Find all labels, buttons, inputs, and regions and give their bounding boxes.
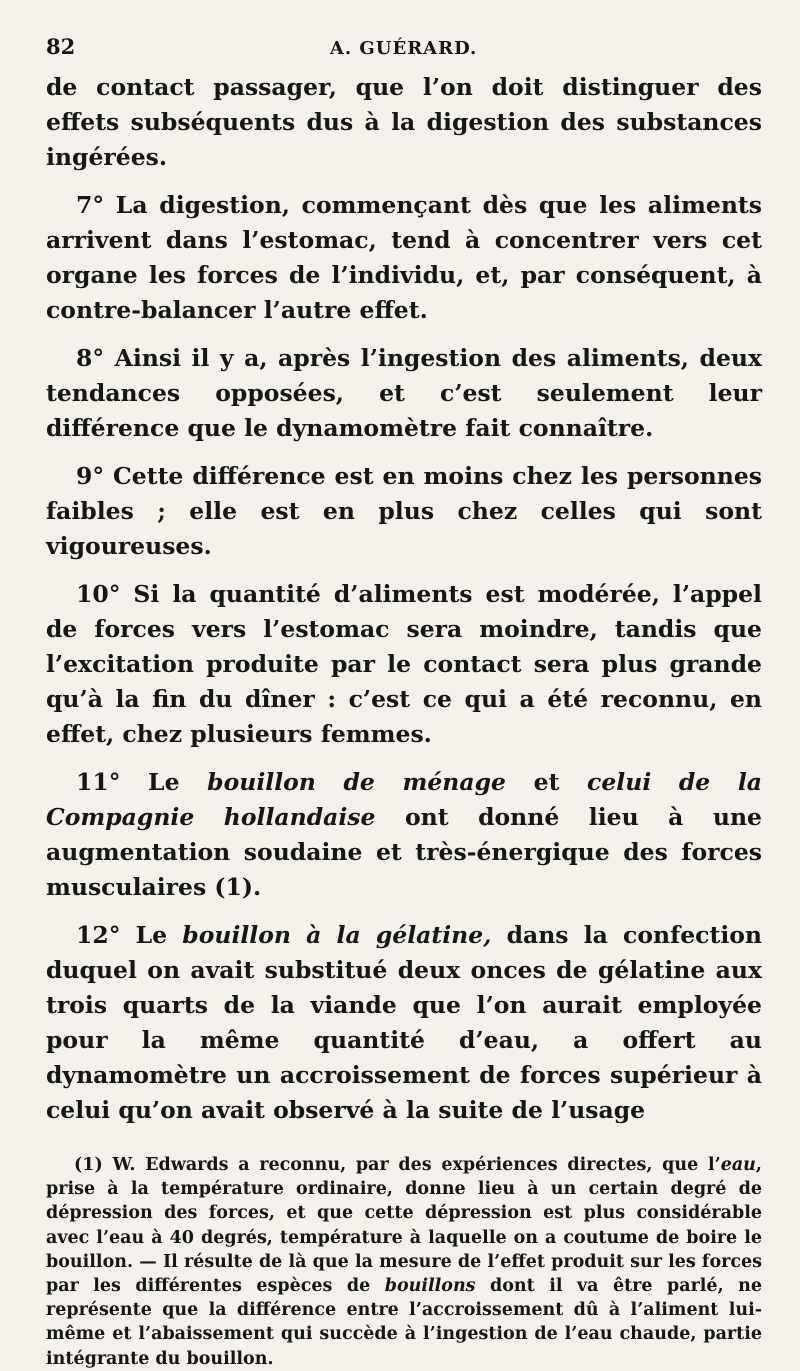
p11-italic-compagnie: celui de la Compagnie hollandaise [46,768,763,831]
p11-text: et [506,768,588,796]
footnote-text: dont il va être parlé, ne représente que la différence entre l’accroissement dû à l’aliment lui-même et l’abaissement qui succède à l’ingestion de l’eau chaude, partie intégrante du bouillon. [46,1276,762,1369]
footnote-italic-eau: eau [720,1155,756,1175]
main-text [46,70,762,1128]
paragraph-7: 7° La digestion, commençant dès que les aliments arrivent dans l’estomac, tend à concentrer vers cet organe les forces de l’individu, et, par conséquent, à contre-balancer l’autre effet. [46,191,762,324]
p12-text: dans la confection duquel on avait substitué deux onces de gélatine aux trois quarts de la viande que l’on aurait employée pour la même quantité d’eau, a offert au dynamomètre un accroissement de forces supérieur à celui qu’on avait observé à la suite de l’usage [46,921,763,1124]
paragraph-11 [46,765,762,905]
p12-text: 12° Le [76,921,183,949]
paragraph-12 [46,918,762,1128]
p12-italic-gelatine: bouillon à la gélatine, [182,921,492,949]
paragraph-10: 10° Si la quantité d’aliments est modérée, l’appel de forces vers l’estomac sera moindre, tandis que l’excitation produite par le contact sera plus grande qu’à la fin du dîner : c’est ce qui a été reconnu, en effet, chez plusieurs femmes. [46,580,762,748]
p11-italic-bouillon: bouillon de ménage [207,768,507,796]
page-header [46,34,762,70]
footnote-text: , prise à la température ordinaire, donne lieu à un certain degré de dépression des forces, et que cette dépression est plus considérable avec l’eau à 40 degrés, température à laquelle on a coutume de boire le bouillon. — Il résulte de là que la mesure de l’effet produit sur les forces par les différentes espèces de [46,1155,762,1297]
p11-text: ont donné lieu à une augmentation soudaine et très-énergique des forces musculaires (1). [46,803,762,901]
footnote-text: (1) W. Edwards a reconnu, par des expériences directes, que l’ [74,1155,721,1175]
paragraph-9: 9° Cette différence est en moins chez les personnes faibles ; elle est en plus chez celles qui sont vigoureuses. [46,462,762,560]
paragraph-continuation: de contact passager, que l’on doit distinguer des effets subséquents dus à la digestion des substances ingérées. [46,73,762,171]
p11-text: 11° Le [76,768,208,796]
footnote-italic-bouillons: bouillons [384,1276,476,1297]
running-head: A. GUÉRARD. [329,38,478,59]
footnote-1 [46,1153,762,1371]
page-number: 82 [46,34,76,59]
paragraph-8: 8° Ainsi il y a, après l’ingestion des aliments, deux tendances opposées, et c’est seulement leur différence que le dynamomètre fait connaître. [46,344,762,442]
footnote-block [46,1153,762,1371]
